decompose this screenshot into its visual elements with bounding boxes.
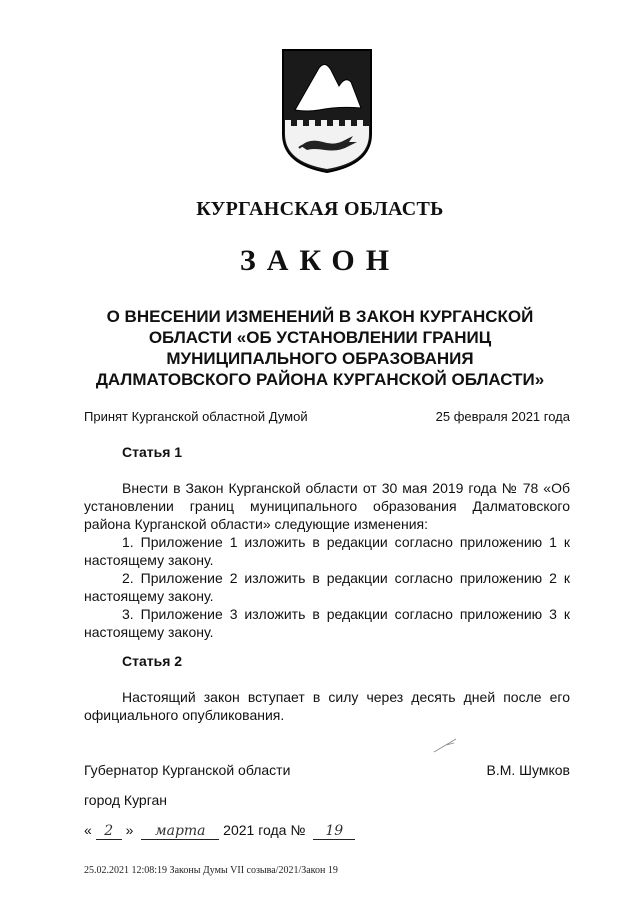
- article-1-body: [84, 479, 570, 641]
- adoption-date: 25 февраля 2021 года: [435, 409, 570, 424]
- quote-open: «: [84, 822, 92, 838]
- article-1-intro: Внести в Закон Курганской области от 30 мая 2019 года № 78 «Об установлении границ муниципального образования Далматовского района Курганской области» следующие изменения:: [84, 480, 570, 532]
- article-1-item: 1. Приложение 1 изложить в редакции согласно приложению 1 к настоящему закону.: [84, 534, 570, 568]
- signatory-title: Губернатор Курганской области: [84, 762, 291, 778]
- handwritten-day: 2: [96, 824, 122, 840]
- subject-line: ОБЛАСТИ «ОБ УСТАНОВЛЕНИИ ГРАНИЦ: [148, 328, 492, 347]
- document-footer: 25.02.2021 12:08:19 Законы Думы VII созыва/2021/Закон 19: [84, 865, 338, 876]
- signatory-name: В.М. Шумков: [486, 762, 570, 778]
- region-title: КУРГАНСКАЯ ОБЛАСТЬ: [196, 198, 444, 220]
- quote-close: »: [125, 822, 134, 838]
- article-2-text: Настоящий закон вступает в силу через десять дней после его официального опубликования.: [84, 689, 570, 723]
- year-text: 2021 года №: [223, 822, 306, 838]
- article-2-body: [84, 688, 570, 724]
- law-subject: [90, 306, 550, 390]
- document-type-title: ЗАКОН: [239, 244, 401, 277]
- coat-of-arms-icon: [279, 46, 375, 174]
- handwritten-month: марта: [141, 824, 219, 840]
- subject-line: ДАЛМАТОВСКОГО РАЙОНА КУРГАНСКОЙ ОБЛАСТИ»: [95, 370, 545, 389]
- handwritten-number: 19: [313, 824, 355, 840]
- adoption-body: Принят Курганской областной Думой: [84, 409, 308, 424]
- subject-line: О ВНЕСЕНИИ ИЗМЕНЕНИЙ В ЗАКОН КУРГАНСКОЙ: [106, 307, 534, 326]
- signing-dateline: [84, 822, 355, 840]
- subject-line: МУНИЦИПАЛЬНОГО ОБРАЗОВАНИЯ: [166, 349, 474, 368]
- article-1-item: 2. Приложение 2 изложить в редакции согласно приложению 2 к настоящему закону.: [84, 570, 570, 604]
- article-1-heading: Статья 1: [122, 444, 183, 460]
- article-1-item: 3. Приложение 3 изложить в редакции согласно приложению 3 к настоящему закону.: [84, 606, 570, 640]
- place-of-signing: город Курган: [84, 792, 168, 808]
- article-2-heading: Статья 2: [122, 653, 183, 669]
- signature-mark-icon: [432, 736, 458, 754]
